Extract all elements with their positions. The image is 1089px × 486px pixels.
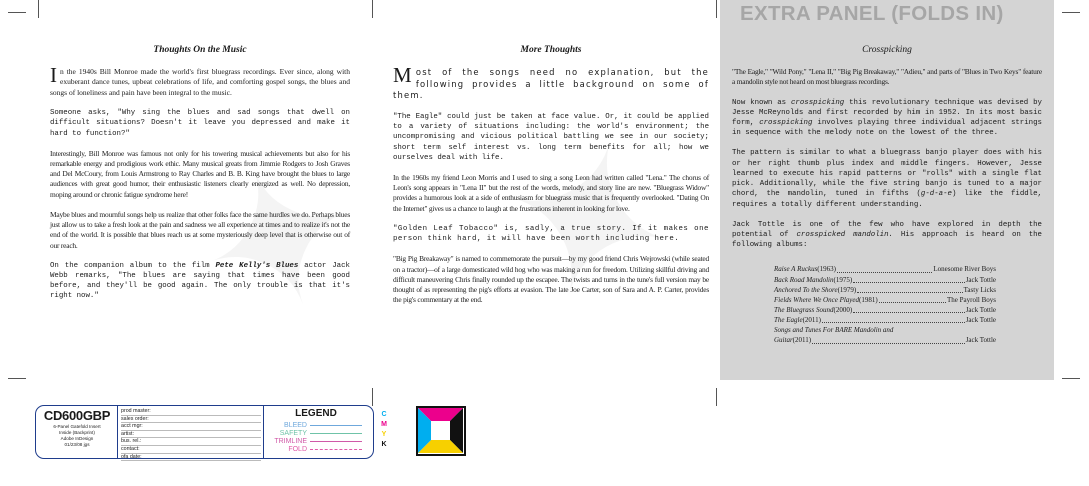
album-artist: Jack Tottle: [965, 316, 996, 325]
panel-crosspicking: [732, 44, 1042, 346]
paragraph: [732, 148, 1042, 209]
paragraph: [393, 63, 709, 102]
emphasis: crosspicking: [790, 98, 845, 107]
leader-dots: [812, 335, 965, 343]
crop-mark: [372, 388, 373, 406]
legend-line: [310, 433, 362, 434]
panel-title: Crosspicking: [862, 45, 912, 55]
crop-mark: [372, 0, 373, 18]
legend-row-safety: [270, 430, 362, 437]
legend-line: [310, 449, 362, 450]
album-year: (1963): [817, 265, 836, 274]
leader-dots: [879, 295, 946, 303]
paragraph-text: Jack Tottle is one of the few who have explored in depth the potential of: [732, 220, 1042, 239]
album-entry: [774, 335, 996, 345]
album-year: (1975): [833, 275, 853, 284]
registration-mark-icon: [418, 408, 463, 453]
paragraph: "Golden Leaf Tobacco" is, sadly, a true story. If it makes one person think hard, it will have been worth including here.: [393, 224, 709, 244]
paragraph-text: ) like the fiddle, requires a totally different understanding.: [732, 190, 1042, 209]
leader-dots: [837, 264, 932, 272]
leader-dots: [853, 275, 965, 283]
panel-title: More Thoughts: [520, 45, 582, 55]
film-title: Pete Kelly's Blues: [215, 261, 299, 270]
crop-mark: [38, 0, 39, 18]
album-entry: [774, 315, 996, 325]
emphasis: crosspicking: [759, 118, 813, 127]
paragraph: [50, 63, 350, 98]
album-entry: [774, 295, 996, 305]
album-entry: [774, 264, 996, 274]
paragraph-text: His approach is heard on the following albums:: [732, 230, 1042, 250]
paragraph: [732, 220, 1042, 251]
legend-label: BLEED: [284, 422, 307, 429]
paragraph: In the 1960s my friend Leon Morris and I used to sing a song Leon had written called "Lena." The chorus of Leon's song appears in "Lena II" but the rest of the words, melody, and story line are new. "Bluegrass Widow" provides a humorous look at a side of enthusiasm for bluegrass music that is frequently overlooked. "Dating On the Internet" gives us a chance to laugh at the frustrations inherent in looking for love.: [393, 172, 709, 213]
crop-mark: [1062, 378, 1080, 379]
panel-more-thoughts: [393, 44, 709, 315]
leader-dots: [857, 285, 962, 293]
legend: [263, 406, 387, 458]
paragraph: "The Eagle," "Wild Pony," "Lena II," "Big Pig Breakaway," "Adieu," and parts of "Blues in Two Keys" feature a mandolin style not heard on most bluegrass recordings.: [732, 67, 1042, 87]
crop-mark: [8, 378, 26, 379]
album-artist: Lonesome River Boys: [933, 265, 996, 274]
slug-fields: [121, 408, 261, 461]
description-line: 6-Panel Gatefold Insert: [53, 424, 101, 429]
cmyk-letter: Y: [381, 431, 387, 439]
cmyk-letter: M: [381, 421, 387, 429]
slug-divider: [117, 406, 118, 458]
extra-panel-title: EXTRA PANEL (FOLDS IN): [740, 2, 1004, 25]
slug-field: bus. rel.:: [121, 438, 261, 446]
album-title: The Bluegrass Sound: [774, 305, 834, 314]
paragraph-text: involves playing three individual adjacent strings in sequence with the melody note on the lowest of the three.: [732, 118, 1042, 138]
crop-mark: [8, 12, 26, 13]
legend-line: [310, 441, 362, 442]
paragraph-text: Now known as: [732, 98, 791, 107]
crop-mark: [716, 0, 717, 18]
album-year: (1979): [837, 285, 857, 294]
description-line: Adobe InDesign: [60, 435, 94, 441]
paragraph: Someone asks, "Why sing the blues and sad songs that dwell on difficult situations? Doesn't it leave you depressed and make it hard to function?": [50, 109, 350, 138]
cmyk-letter: K: [381, 441, 387, 449]
album-entry: [774, 305, 996, 315]
crop-mark: [716, 388, 717, 406]
album-title: Fields Where We Once Played: [774, 295, 860, 304]
panel-title: Thoughts On the Music: [153, 45, 247, 55]
description-line: 01/23/08 jgs: [64, 441, 90, 447]
paragraph: "Big Pig Breakaway" is named to commemorate the pursuit—by my good friend Chris Wejrowski (while seated on a tractor)—of a large domesticated wild hog who was making a run for freedom. Utilizing skillful driving and difficult maneuvering Chris finally rounded up the escapee. The twists and turns in the tune's full version may be thought of as representing the pig's efforts at evasion. The late Joe Carter, son of Sara and A. P. Carter, provides the pig's commentary at the end.: [393, 254, 709, 305]
album-artist: Jack Tottle: [965, 275, 996, 284]
crop-mark: [1062, 12, 1080, 13]
slug-field: artist:: [121, 431, 261, 439]
album-title: Songs and Tunes For BARE Mandolin and: [774, 326, 894, 335]
slug-field: prod master:: [121, 408, 261, 416]
legend-row-fold: [270, 446, 362, 453]
paragraph-text: actor Jack Webb remarks, "The blues are saying that times have been good before, and they'll be good again. The only trouble is that it's right now.": [50, 261, 350, 301]
album-title: Raise A Ruckus: [774, 265, 818, 274]
legend-title: LEGEND: [295, 408, 337, 419]
album-title: Guitar: [774, 336, 793, 345]
album-artist: Jack Tottle: [965, 336, 996, 345]
paragraph-text: The pattern is similar to what a bluegrass banjo player does with his or her right thumb plus index and middle fingers. However, Jesse learned to execute his rapid patterns or "rolls" with a single flat pick. Additionally, while the five string banjo is tuned to a major chord, the mandolin, tuned in fifths (: [732, 149, 1042, 199]
legend-row-trimline: [270, 438, 362, 445]
album-entry: [774, 275, 996, 285]
slug-field: acct mgr:: [121, 423, 261, 431]
leader-dots: [822, 315, 965, 323]
album-year: (1981): [859, 295, 878, 304]
legend-line: [310, 425, 362, 426]
emphasis: g-d-a-e: [920, 190, 952, 199]
legend-row-bleed: [270, 422, 362, 429]
paragraph: "The Eagle" could just be taken at face value. Or, it could be applied to a variety of situations including: the world's environment; the uncompromising and vicious political battling we see in our society; short term self interest vs. long term benefits for all; how we ourselves deal with life.: [393, 112, 709, 162]
slug-field: contact:: [121, 446, 261, 454]
album-year: (2011): [802, 316, 821, 325]
album-artist: Tasty Licks: [963, 285, 996, 294]
drop-cap: M: [393, 63, 413, 88]
cmyk-letter: C: [381, 411, 387, 418]
paragraph: [50, 261, 350, 302]
cmyk-registration-mark: [416, 406, 466, 456]
leader-dots: [853, 305, 965, 313]
paragraph-text: ost of the songs need no explanation, but the following provides a little background on some of them.: [393, 67, 709, 101]
product-code: CD600GBP: [43, 408, 111, 423]
panel-thoughts-on-the-music: [50, 44, 350, 312]
album-artist: The Payroll Boys: [947, 295, 996, 304]
album-entry: [774, 325, 996, 335]
album-title: Back Road Mandolin: [774, 275, 834, 284]
paragraph: Interestingly, Bill Monroe was famous not only for his towering musical achievements but also for his remarkable energy and prodigious work ethic. Many musical greats from Jimmie Rodgers to Josh Graves and Del McCoury, from Louis Armstrong to Ray Charles and B. B. King have brought the blues to large audiences with great good humor, their enthusiastic listeners clearly energized as well. No depression, moping around or chronic fatigue syndrome here!: [50, 148, 350, 199]
drop-cap: I: [50, 63, 57, 88]
slug-field: sales order:: [121, 416, 261, 424]
product-description: [39, 424, 115, 448]
album-list: [774, 264, 996, 345]
paragraph-text: this revolutionary technique was devised by Jesse McReynolds and first recorded by him in 1952. In its most basic form,: [732, 98, 1042, 127]
legend-label: SAFETY: [279, 430, 307, 437]
album-year: (2011): [792, 336, 812, 345]
cmyk-swatches: [379, 410, 389, 451]
print-slug: [35, 405, 387, 460]
paragraph: Maybe blues and mournful songs help us realize that other folks face the same hurdles we do. Perhaps blues just allow us to take a fresh look at the pain and sadness we all experience at times and to realize it's not the end of the world. It is possible that blues reach us at some mysteriously deep level that is otherwise out of our reach.: [50, 209, 350, 250]
emphasis: crosspicked mandolin.: [796, 230, 893, 239]
paragraph-text: On the companion album to the film: [50, 261, 216, 270]
slug-field: ofa date:: [121, 454, 261, 462]
legend-label: FOLD: [288, 446, 307, 453]
album-year: (2000): [833, 305, 853, 314]
album-artist: Jack Tottle: [965, 305, 996, 314]
album-entry: [774, 285, 996, 295]
paragraph-text: n the 1940s Bill Monroe made the world's first bluegrass recordings. Ever since, along with exuberant dance tunes, upbeat celebrations of life, and comforting gospel songs, the blues and songs of loneliness and pain have been integral to the music.: [50, 67, 350, 97]
album-title: The Eagle: [774, 316, 803, 325]
album-title: Anchored To the Shore: [774, 285, 838, 294]
paragraph: [732, 98, 1042, 139]
description-line: Inside (Backprint): [59, 429, 95, 435]
legend-label: TRIMLINE: [274, 438, 307, 445]
